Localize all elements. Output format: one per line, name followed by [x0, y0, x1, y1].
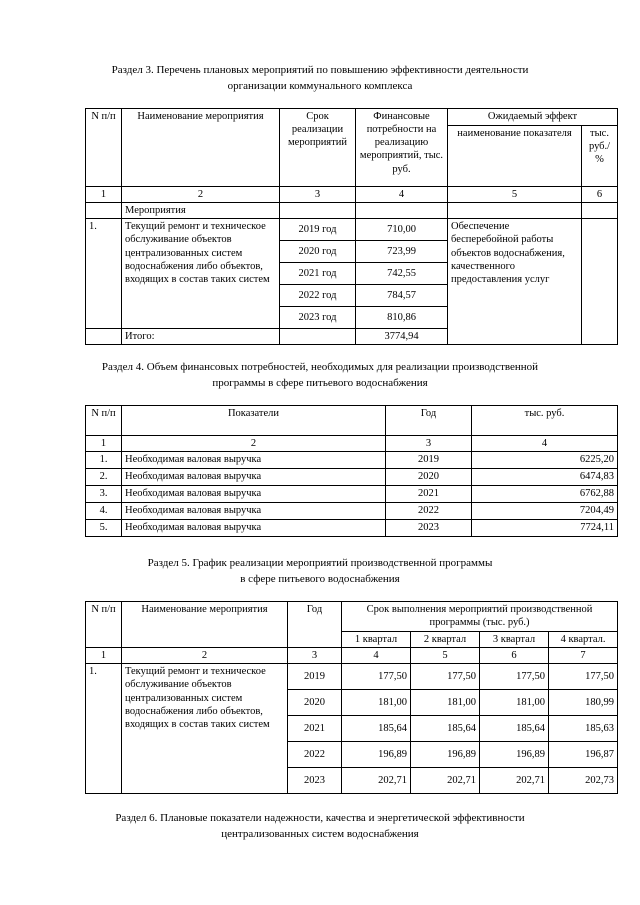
header-term: Срок выполнения мероприятий производственной программы (тыс. руб.) — [342, 602, 618, 632]
table-row: 1. Необходимая валовая выручка 2019 6225,20 — [86, 452, 618, 469]
header-num: N п/п — [86, 406, 122, 436]
header-name: Наименование мероприятия — [122, 109, 280, 187]
group-row — [86, 203, 618, 219]
table-row: 2021 185,64 185,64 185,64 185,63 — [86, 716, 618, 742]
column-number-row: 1 2 3 4 5 6 — [86, 187, 618, 203]
header-sum: тыс. руб. — [472, 406, 618, 436]
header-indicator: Показатели — [122, 406, 386, 436]
row-num: 1. — [86, 664, 122, 794]
table-row: 2022 196,89 196,89 196,89 196,87 — [86, 742, 618, 768]
table-row: 1. Текущий ремонт и техническое обслуживание объектов централизованных систем водоснабжения либо объектов, входящих в состав таких систем 2019 177,50 177,50 177,50 177,50 — [86, 664, 618, 690]
header-year: Год — [288, 602, 342, 648]
table-row: 4. Необходимая валовая выручка 2022 7204,49 — [86, 503, 618, 520]
amount-cell: 810,86 — [356, 307, 448, 329]
section4-table — [85, 405, 618, 537]
amount-cell: 784,57 — [356, 285, 448, 307]
header-unit: тыс. руб./ % — [582, 126, 618, 187]
table-row: 2023 202,71 202,71 202,71 202,73 — [86, 768, 618, 794]
total-label: Итого: — [122, 329, 280, 345]
section3-table — [85, 108, 618, 345]
table-header-row — [86, 406, 618, 436]
year-cell: 2019 год — [280, 219, 356, 241]
header-effect: Ожидаемый эффект — [448, 109, 618, 126]
table-header-row — [86, 602, 618, 632]
amount-cell: 723,99 — [356, 241, 448, 263]
section6-title: Раздел 6. Плановые показатели надежности, качества и энергетической эффективности централизованных систем водоснабжения — [115, 812, 525, 840]
section5-table — [85, 601, 618, 794]
year-cell: 2021 год — [280, 263, 356, 285]
table-row: 5. Необходимая валовая выручка 2023 7724,11 — [86, 520, 618, 537]
column-number-row: 1 2 3 4 5 6 7 — [86, 648, 618, 664]
total-value: 3774,94 — [356, 329, 448, 345]
column-number-row: 1 2 3 4 — [86, 436, 618, 452]
header-q2: 2 квартал — [411, 632, 480, 648]
header-num: N п/п — [86, 109, 122, 187]
header-year: Год — [386, 406, 472, 436]
header-q1: 1 квартал — [342, 632, 411, 648]
header-num: N п/п — [86, 602, 122, 648]
table-header-row — [86, 109, 618, 126]
header-name: Наименование мероприятия — [122, 602, 288, 648]
row-effect: Обеспечение бесперебойной работы объектов водоснабжения, качественного предоставления услуг — [448, 219, 582, 345]
table-row: 3. Необходимая валовая выручка 2021 6762,88 — [86, 486, 618, 503]
group-label: Мероприятия — [122, 203, 280, 219]
header-q3: 3 квартал — [480, 632, 549, 648]
row-name: Текущий ремонт и техническое обслуживание объектов централизованных систем водоснабжения либо объектов, входящих в состав таких систем — [122, 219, 280, 329]
section5-title: Раздел 5. График реализации мероприятий производственной программы в сфере питьевого водоснабжения — [147, 557, 493, 585]
header-finance: Финансовые потребности на реализацию мероприятий, тыс. руб. — [356, 109, 448, 187]
table-row: 2020 181,00 181,00 181,00 180,99 — [86, 690, 618, 716]
row-num: 1. — [86, 219, 122, 329]
header-term: Срок реализации мероприятий — [280, 109, 356, 187]
table-row — [86, 219, 618, 241]
year-cell: 2022 год — [280, 285, 356, 307]
header-indicator: наименование показателя — [448, 126, 582, 187]
amount-cell: 742,55 — [356, 263, 448, 285]
year-cell: 2020 год — [280, 241, 356, 263]
table-row: 2. Необходимая валовая выручка 2020 6474,83 — [86, 469, 618, 486]
amount-cell: 710,00 — [356, 219, 448, 241]
row-name: Текущий ремонт и техническое обслуживание объектов централизованных систем водоснабжения либо объектов, входящих в состав таких систем — [122, 664, 288, 794]
header-q4: 4 квартал. — [549, 632, 618, 648]
section4-title: Раздел 4. Объем финансовых потребностей, необходимых для реализации производственной программы в сфере питьевого водоснабжения — [101, 361, 539, 389]
year-cell: 2023 год — [280, 307, 356, 329]
section3-title: Раздел 3. Перечень плановых мероприятий по повышению эффективности деятельности организации коммунального комплекса — [111, 64, 529, 92]
